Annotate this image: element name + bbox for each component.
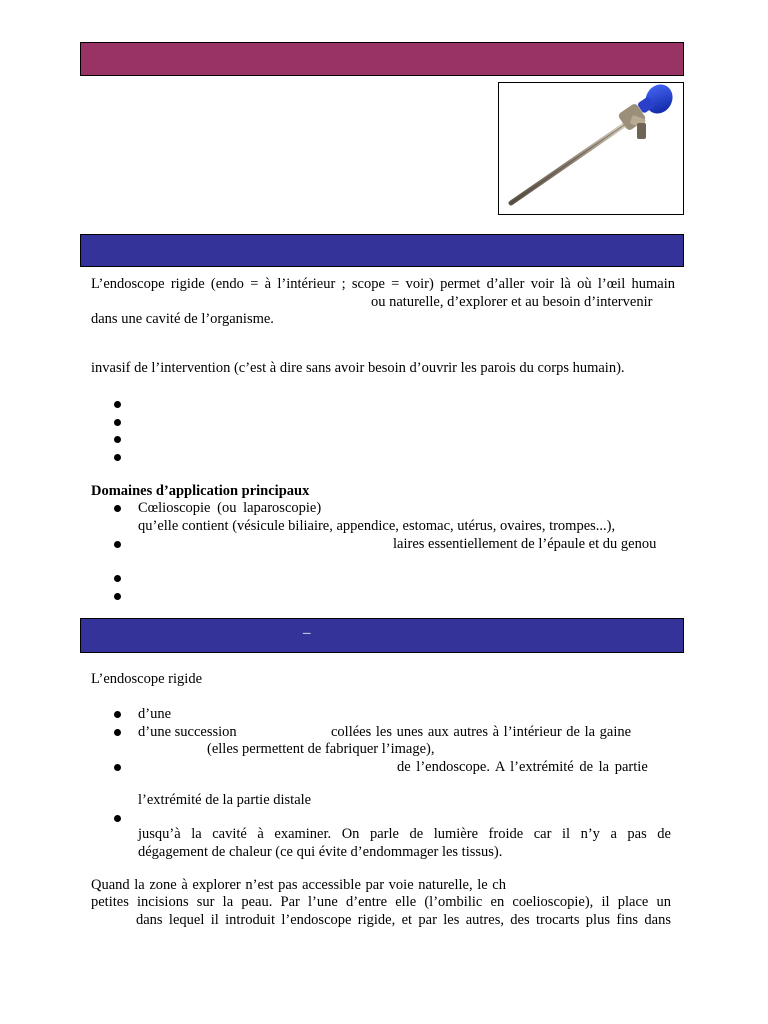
- desc-bullet-4: jusqu’à la cavité à examiner. On parle de lumière froide car il n’y a pas de: [138, 826, 671, 842]
- domains-item-1: Cœlioscopie (ou laparoscopie): [138, 500, 322, 516]
- desc-bullet-1: d’une: [138, 706, 172, 722]
- intro-line-1: L’endoscope rigide (endo = à l’intérieur ; scope = voir) permet d’aller voir là où l’œil humain: [91, 276, 675, 292]
- closing-line-2: petites incisions sur la peau. Par l’une d’entre elle (l’ombilic en coelioscopie), il place un: [91, 894, 671, 910]
- closing-line-3: dans lequel il introduit l’endoscope rigide, et par les autres, des trocarts plus fins dans: [136, 912, 671, 928]
- bullet: [114, 505, 121, 512]
- desc-bullet-2-line-2: (elles permettent de fabriquer l’image),: [207, 741, 435, 757]
- section-bar-1: [80, 234, 684, 267]
- closing-line-1: Quand la zone à explorer n’est pas accessible par voie naturelle, le ch: [91, 877, 506, 893]
- domains-item-1-detail: qu’elle contient (vésicule biliaire, appendice, estomac, utérus, ovaires, trompes...),: [138, 518, 616, 534]
- bullet: [114, 436, 121, 443]
- bullet: [114, 711, 121, 718]
- section-2-mark: –: [303, 625, 311, 641]
- intro-line-2: ou naturelle, d’explorer et au besoin d’intervenir: [371, 294, 653, 310]
- bullet: [114, 815, 121, 822]
- bullet: [114, 454, 121, 461]
- intro-line-3: dans une cavité de l’organisme.: [91, 311, 274, 327]
- desc-bullet-2-start: d’une succession: [138, 724, 237, 740]
- intro-line-4: invasif de l’intervention (c’est à dire sans avoir besoin d’ouvrir les parois du corps humain).: [91, 360, 625, 376]
- desc-bullet-2-end: collées les unes aux autres à l’intérieur de la gaine: [331, 724, 632, 740]
- bullet: [114, 541, 121, 548]
- bullet: [114, 764, 121, 771]
- endoscope-image: [499, 83, 683, 214]
- bullet: [114, 729, 121, 736]
- desc-bullet-4-line-2: dégagement de chaleur (ce qui évite d’endommager les tissus).: [138, 844, 503, 860]
- domains-item-2: laires essentiellement de l’épaule et du genou: [393, 536, 657, 552]
- description-intro: L’endoscope rigide: [91, 671, 203, 687]
- title-bar: [80, 42, 684, 76]
- bullet: [114, 419, 121, 426]
- desc-bullet-3-line-2: l’extrémité de la partie distale: [138, 792, 312, 808]
- section-bar-2: [80, 618, 684, 653]
- bullet: [114, 401, 121, 408]
- domains-heading: Domaines d’application principaux: [91, 483, 310, 499]
- bullet: [114, 575, 121, 582]
- desc-bullet-3: de l’endoscope. A l’extrémité de la partie: [397, 759, 648, 775]
- bullet: [114, 593, 121, 600]
- endoscope-photo: [498, 82, 684, 215]
